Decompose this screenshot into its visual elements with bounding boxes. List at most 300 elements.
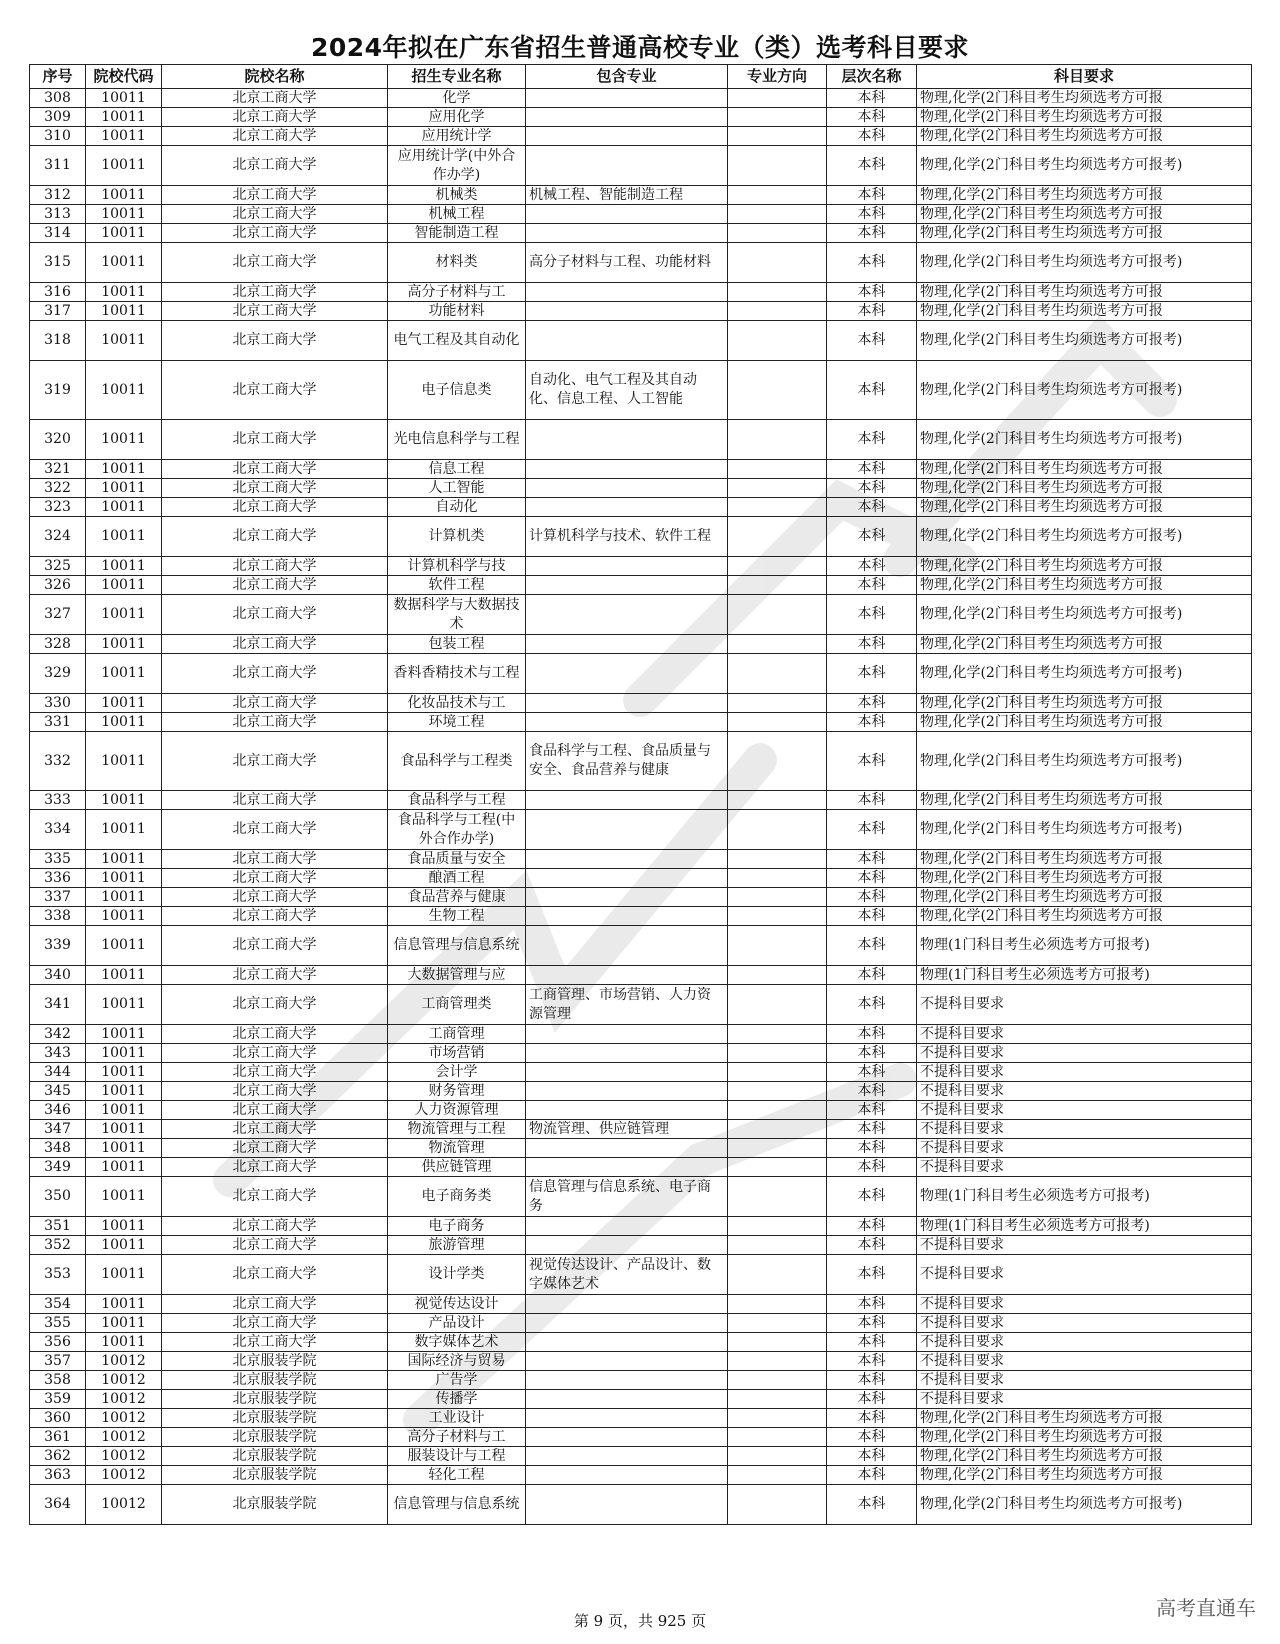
cell-level: 本科 xyxy=(827,1295,917,1314)
cell-included-majors xyxy=(526,694,728,713)
table-row xyxy=(30,654,1252,694)
cell-index: 352 xyxy=(30,1236,86,1255)
cell-major-name: 电子商务类 xyxy=(388,1177,526,1217)
cell-index: 359 xyxy=(30,1390,86,1409)
cell-included-majors: 自动化、电气工程及其自动化、信息工程、人工智能 xyxy=(526,361,728,420)
cell-level: 本科 xyxy=(827,1101,917,1120)
cell-major-name: 自动化 xyxy=(388,498,526,517)
cell-major-name: 会计学 xyxy=(388,1063,526,1082)
cell-major-name: 产品设计 xyxy=(388,1314,526,1333)
cell-index: 321 xyxy=(30,460,86,479)
cell-index: 356 xyxy=(30,1333,86,1352)
cell-school-code: 10011 xyxy=(86,243,162,283)
cell-major-direction xyxy=(728,1485,827,1525)
cell-index: 314 xyxy=(30,224,86,243)
cell-school-code: 10011 xyxy=(86,985,162,1025)
cell-level: 本科 xyxy=(827,888,917,907)
cell-school-name: 北京服装学院 xyxy=(162,1447,388,1466)
cell-school-code: 10011 xyxy=(86,302,162,321)
cell-subject-requirement: 物理,化学(2门科目考生均须选考方可报考) xyxy=(917,810,1252,850)
cell-included-majors xyxy=(526,791,728,810)
cell-included-majors xyxy=(526,89,728,108)
header-subject-requirement: 科目要求 xyxy=(917,65,1252,89)
cell-index: 364 xyxy=(30,1485,86,1525)
table-row xyxy=(30,791,1252,810)
cell-school-name: 北京工商大学 xyxy=(162,224,388,243)
table-header-row xyxy=(30,65,1252,89)
cell-index: 351 xyxy=(30,1217,86,1236)
cell-included-majors xyxy=(526,498,728,517)
cell-major-name: 功能材料 xyxy=(388,302,526,321)
cell-level: 本科 xyxy=(827,1333,917,1352)
cell-level: 本科 xyxy=(827,1314,917,1333)
cell-included-majors xyxy=(526,420,728,460)
cell-included-majors: 信息管理与信息系统、电子商务 xyxy=(526,1177,728,1217)
cell-school-name: 北京工商大学 xyxy=(162,1139,388,1158)
cell-index: 353 xyxy=(30,1255,86,1295)
cell-major-direction xyxy=(728,576,827,595)
table-row xyxy=(30,1044,1252,1063)
cell-included-majors xyxy=(526,127,728,146)
header-included-majors: 包含专业 xyxy=(526,65,728,89)
cell-index: 357 xyxy=(30,1352,86,1371)
table-row xyxy=(30,907,1252,926)
cell-index: 324 xyxy=(30,517,86,557)
cell-major-direction xyxy=(728,1177,827,1217)
cell-included-majors xyxy=(526,635,728,654)
cell-school-name: 北京服装学院 xyxy=(162,1428,388,1447)
cell-school-name: 北京工商大学 xyxy=(162,108,388,127)
cell-level: 本科 xyxy=(827,302,917,321)
cell-major-name: 电子信息类 xyxy=(388,361,526,420)
cell-major-name: 物流管理 xyxy=(388,1139,526,1158)
table-row xyxy=(30,869,1252,888)
cell-included-majors xyxy=(526,108,728,127)
cell-level: 本科 xyxy=(827,1158,917,1177)
cell-index: 330 xyxy=(30,694,86,713)
cell-index: 326 xyxy=(30,576,86,595)
cell-school-name: 北京工商大学 xyxy=(162,498,388,517)
cell-included-majors xyxy=(526,1236,728,1255)
cell-major-direction xyxy=(728,966,827,985)
cell-school-code: 10012 xyxy=(86,1466,162,1485)
table-row xyxy=(30,186,1252,205)
cell-included-majors xyxy=(526,888,728,907)
cell-school-code: 10011 xyxy=(86,1139,162,1158)
cell-included-majors xyxy=(526,1217,728,1236)
cell-index: 332 xyxy=(30,732,86,791)
cell-index: 355 xyxy=(30,1314,86,1333)
cell-subject-requirement: 不提科目要求 xyxy=(917,1390,1252,1409)
cell-school-name: 北京工商大学 xyxy=(162,810,388,850)
cell-included-majors xyxy=(526,1082,728,1101)
cell-index: 317 xyxy=(30,302,86,321)
cell-included-majors xyxy=(526,1428,728,1447)
cell-index: 323 xyxy=(30,498,86,517)
table-row xyxy=(30,1082,1252,1101)
cell-major-direction xyxy=(728,1082,827,1101)
cell-school-code: 10012 xyxy=(86,1447,162,1466)
cell-subject-requirement: 物理,化学(2门科目考生均须选考方可报考) xyxy=(917,654,1252,694)
cell-major-direction xyxy=(728,479,827,498)
cell-level: 本科 xyxy=(827,1428,917,1447)
cell-included-majors xyxy=(526,557,728,576)
table-row xyxy=(30,460,1252,479)
cell-major-direction xyxy=(728,810,827,850)
cell-subject-requirement: 物理,化学(2门科目考生均须选考方可报考) xyxy=(917,243,1252,283)
cell-index: 325 xyxy=(30,557,86,576)
cell-level: 本科 xyxy=(827,810,917,850)
cell-level: 本科 xyxy=(827,1352,917,1371)
cell-major-name: 信息工程 xyxy=(388,460,526,479)
cell-school-code: 10011 xyxy=(86,1217,162,1236)
cell-school-name: 北京工商大学 xyxy=(162,926,388,966)
cell-index: 350 xyxy=(30,1177,86,1217)
cell-subject-requirement: 不提科目要求 xyxy=(917,1314,1252,1333)
cell-subject-requirement: 物理,化学(2门科目考生均须选考方可报 xyxy=(917,460,1252,479)
cell-school-name: 北京工商大学 xyxy=(162,420,388,460)
cell-included-majors xyxy=(526,966,728,985)
cell-subject-requirement: 物理,化学(2门科目考生均须选考方可报 xyxy=(917,498,1252,517)
cell-included-majors xyxy=(526,1447,728,1466)
cell-included-majors xyxy=(526,1352,728,1371)
cell-major-name: 食品质量与安全 xyxy=(388,850,526,869)
cell-subject-requirement: 不提科目要求 xyxy=(917,1044,1252,1063)
table-row xyxy=(30,420,1252,460)
cell-school-code: 10012 xyxy=(86,1390,162,1409)
cell-major-name: 信息管理与信息系统 xyxy=(388,1485,526,1525)
cell-level: 本科 xyxy=(827,850,917,869)
table-row xyxy=(30,1371,1252,1390)
cell-school-name: 北京工商大学 xyxy=(162,1120,388,1139)
cell-major-name: 市场营销 xyxy=(388,1044,526,1063)
cell-school-name: 北京工商大学 xyxy=(162,1063,388,1082)
cell-major-direction xyxy=(728,907,827,926)
cell-school-code: 10011 xyxy=(86,517,162,557)
cell-included-majors: 机械工程、智能制造工程 xyxy=(526,186,728,205)
cell-included-majors xyxy=(526,146,728,186)
cell-index: 347 xyxy=(30,1120,86,1139)
cell-subject-requirement: 物理,化学(2门科目考生均须选考方可报 xyxy=(917,888,1252,907)
cell-index: 319 xyxy=(30,361,86,420)
table-row xyxy=(30,224,1252,243)
cell-major-name: 财务管理 xyxy=(388,1082,526,1101)
cell-subject-requirement: 物理,化学(2门科目考生均须选考方可报考) xyxy=(917,595,1252,635)
cell-subject-requirement: 物理,化学(2门科目考生均须选考方可报考) xyxy=(917,321,1252,361)
cell-level: 本科 xyxy=(827,713,917,732)
cell-level: 本科 xyxy=(827,1371,917,1390)
cell-major-name: 机械类 xyxy=(388,186,526,205)
cell-subject-requirement: 物理(1门科目考生必须选考方可报考) xyxy=(917,926,1252,966)
cell-school-code: 10011 xyxy=(86,907,162,926)
cell-level: 本科 xyxy=(827,1447,917,1466)
cell-level: 本科 xyxy=(827,1044,917,1063)
table-row xyxy=(30,1447,1252,1466)
cell-school-name: 北京工商大学 xyxy=(162,732,388,791)
cell-included-majors: 视觉传达设计、产品设计、数字媒体艺术 xyxy=(526,1255,728,1295)
cell-major-direction xyxy=(728,1139,827,1158)
cell-level: 本科 xyxy=(827,985,917,1025)
cell-major-name: 设计学类 xyxy=(388,1255,526,1295)
cell-major-direction xyxy=(728,635,827,654)
cell-subject-requirement: 物理(1门科目考生必须选考方可报考) xyxy=(917,1177,1252,1217)
cell-major-name: 食品营养与健康 xyxy=(388,888,526,907)
cell-school-name: 北京工商大学 xyxy=(162,635,388,654)
cell-major-direction xyxy=(728,321,827,361)
cell-subject-requirement: 不提科目要求 xyxy=(917,1295,1252,1314)
cell-major-direction xyxy=(728,888,827,907)
cell-school-code: 10011 xyxy=(86,89,162,108)
cell-level: 本科 xyxy=(827,907,917,926)
table-row xyxy=(30,479,1252,498)
table-row xyxy=(30,1139,1252,1158)
cell-index: 358 xyxy=(30,1371,86,1390)
cell-included-majors xyxy=(526,1371,728,1390)
cell-major-direction xyxy=(728,1314,827,1333)
table-body xyxy=(30,89,1252,1525)
cell-subject-requirement: 物理,化学(2门科目考生均须选考方可报考) xyxy=(917,146,1252,186)
cell-index: 343 xyxy=(30,1044,86,1063)
cell-level: 本科 xyxy=(827,517,917,557)
table-row xyxy=(30,1101,1252,1120)
table-row xyxy=(30,1236,1252,1255)
table-row xyxy=(30,1158,1252,1177)
cell-school-code: 10011 xyxy=(86,127,162,146)
subject-requirements-table xyxy=(29,64,1252,1525)
cell-index: 363 xyxy=(30,1466,86,1485)
cell-included-majors xyxy=(526,1466,728,1485)
cell-index: 310 xyxy=(30,127,86,146)
cell-major-direction xyxy=(728,557,827,576)
table-row xyxy=(30,1295,1252,1314)
cell-subject-requirement: 不提科目要求 xyxy=(917,1139,1252,1158)
cell-school-name: 北京工商大学 xyxy=(162,1044,388,1063)
cell-major-direction xyxy=(728,1371,827,1390)
cell-included-majors xyxy=(526,1333,728,1352)
table-row xyxy=(30,498,1252,517)
cell-major-direction xyxy=(728,985,827,1025)
table-row xyxy=(30,205,1252,224)
cell-subject-requirement: 物理,化学(2门科目考生均须选考方可报 xyxy=(917,479,1252,498)
cell-level: 本科 xyxy=(827,1485,917,1525)
cell-level: 本科 xyxy=(827,460,917,479)
cell-major-name: 轻化工程 xyxy=(388,1466,526,1485)
cell-subject-requirement: 物理,化学(2门科目考生均须选考方可报 xyxy=(917,127,1252,146)
cell-index: 340 xyxy=(30,966,86,985)
cell-school-code: 10011 xyxy=(86,1236,162,1255)
cell-level: 本科 xyxy=(827,635,917,654)
cell-included-majors xyxy=(526,321,728,361)
cell-school-name: 北京工商大学 xyxy=(162,361,388,420)
cell-major-direction xyxy=(728,1063,827,1082)
cell-major-direction xyxy=(728,1101,827,1120)
cell-major-direction xyxy=(728,1409,827,1428)
cell-major-name: 传播学 xyxy=(388,1390,526,1409)
cell-subject-requirement: 物理(1门科目考生必须选考方可报考) xyxy=(917,1217,1252,1236)
cell-level: 本科 xyxy=(827,224,917,243)
table-row xyxy=(30,283,1252,302)
table-row xyxy=(30,1466,1252,1485)
cell-subject-requirement: 物理,化学(2门科目考生均须选考方可报 xyxy=(917,1447,1252,1466)
cell-included-majors xyxy=(526,810,728,850)
table-row xyxy=(30,243,1252,283)
table-row xyxy=(30,108,1252,127)
table-row xyxy=(30,1063,1252,1082)
cell-major-name: 工商管理 xyxy=(388,1025,526,1044)
cell-major-name: 食品科学与工程类 xyxy=(388,732,526,791)
cell-major-name: 应用统计学(中外合作办学) xyxy=(388,146,526,186)
table-row xyxy=(30,888,1252,907)
cell-included-majors xyxy=(526,713,728,732)
table-row xyxy=(30,926,1252,966)
cell-school-code: 10012 xyxy=(86,1352,162,1371)
cell-school-name: 北京工商大学 xyxy=(162,966,388,985)
cell-subject-requirement: 不提科目要求 xyxy=(917,1120,1252,1139)
cell-included-majors xyxy=(526,1409,728,1428)
cell-major-name: 计算机类 xyxy=(388,517,526,557)
table-row xyxy=(30,361,1252,420)
table-row xyxy=(30,1352,1252,1371)
cell-major-name: 数据科学与大数据技术 xyxy=(388,595,526,635)
table-row xyxy=(30,810,1252,850)
cell-major-direction xyxy=(728,1447,827,1466)
cell-included-majors xyxy=(526,1390,728,1409)
cell-index: 342 xyxy=(30,1025,86,1044)
cell-major-direction xyxy=(728,1044,827,1063)
cell-included-majors xyxy=(526,1044,728,1063)
cell-school-code: 10011 xyxy=(86,1295,162,1314)
cell-included-majors xyxy=(526,283,728,302)
cell-level: 本科 xyxy=(827,127,917,146)
cell-major-name: 生物工程 xyxy=(388,907,526,926)
cell-level: 本科 xyxy=(827,283,917,302)
cell-school-code: 10011 xyxy=(86,321,162,361)
cell-major-name: 工业设计 xyxy=(388,1409,526,1428)
cell-index: 316 xyxy=(30,283,86,302)
cell-level: 本科 xyxy=(827,966,917,985)
cell-level: 本科 xyxy=(827,321,917,361)
cell-major-name: 大数据管理与应 xyxy=(388,966,526,985)
cell-school-name: 北京服装学院 xyxy=(162,1352,388,1371)
cell-index: 344 xyxy=(30,1063,86,1082)
cell-school-name: 北京工商大学 xyxy=(162,1255,388,1295)
table-row xyxy=(30,127,1252,146)
cell-school-name: 北京工商大学 xyxy=(162,576,388,595)
cell-school-name: 北京工商大学 xyxy=(162,1314,388,1333)
cell-school-name: 北京工商大学 xyxy=(162,186,388,205)
cell-index: 345 xyxy=(30,1082,86,1101)
cell-major-name: 工商管理类 xyxy=(388,985,526,1025)
table-row xyxy=(30,1177,1252,1217)
table-row xyxy=(30,966,1252,985)
table-row xyxy=(30,1428,1252,1447)
table-row xyxy=(30,1025,1252,1044)
cell-index: 360 xyxy=(30,1409,86,1428)
cell-subject-requirement: 不提科目要求 xyxy=(917,1236,1252,1255)
cell-subject-requirement: 物理,化学(2门科目考生均须选考方可报 xyxy=(917,850,1252,869)
cell-major-name: 视觉传达设计 xyxy=(388,1295,526,1314)
cell-school-name: 北京工商大学 xyxy=(162,321,388,361)
cell-school-code: 10011 xyxy=(86,186,162,205)
cell-subject-requirement: 物理,化学(2门科目考生均须选考方可报 xyxy=(917,791,1252,810)
cell-school-name: 北京工商大学 xyxy=(162,869,388,888)
cell-major-name: 酿酒工程 xyxy=(388,869,526,888)
cell-major-name: 软件工程 xyxy=(388,576,526,595)
cell-school-code: 10011 xyxy=(86,1044,162,1063)
cell-major-direction xyxy=(728,108,827,127)
cell-school-name: 北京工商大学 xyxy=(162,694,388,713)
cell-index: 331 xyxy=(30,713,86,732)
cell-level: 本科 xyxy=(827,1082,917,1101)
cell-school-name: 北京工商大学 xyxy=(162,1217,388,1236)
cell-included-majors: 高分子材料与工程、功能材料 xyxy=(526,243,728,283)
cell-included-majors: 计算机科学与技术、软件工程 xyxy=(526,517,728,557)
table-row xyxy=(30,694,1252,713)
cell-level: 本科 xyxy=(827,108,917,127)
table-row xyxy=(30,850,1252,869)
cell-school-name: 北京工商大学 xyxy=(162,1295,388,1314)
cell-major-direction xyxy=(728,1255,827,1295)
cell-major-direction xyxy=(728,869,827,888)
cell-school-code: 10011 xyxy=(86,224,162,243)
cell-level: 本科 xyxy=(827,732,917,791)
cell-major-direction xyxy=(728,1390,827,1409)
cell-subject-requirement: 物理,化学(2门科目考生均须选考方可报 xyxy=(917,1409,1252,1428)
cell-subject-requirement: 物理,化学(2门科目考生均须选考方可报 xyxy=(917,869,1252,888)
cell-school-code: 10011 xyxy=(86,1158,162,1177)
cell-major-name: 包装工程 xyxy=(388,635,526,654)
cell-school-name: 北京工商大学 xyxy=(162,850,388,869)
cell-index: 328 xyxy=(30,635,86,654)
cell-level: 本科 xyxy=(827,654,917,694)
cell-included-majors xyxy=(526,1063,728,1082)
cell-school-code: 10011 xyxy=(86,420,162,460)
cell-major-direction xyxy=(728,791,827,810)
cell-school-name: 北京工商大学 xyxy=(162,517,388,557)
cell-index: 349 xyxy=(30,1158,86,1177)
cell-major-name: 食品科学与工程(中外合作办学) xyxy=(388,810,526,850)
cell-subject-requirement: 物理,化学(2门科目考生均须选考方可报 xyxy=(917,89,1252,108)
cell-school-name: 北京工商大学 xyxy=(162,1333,388,1352)
cell-school-code: 10011 xyxy=(86,460,162,479)
cell-school-code: 10011 xyxy=(86,1255,162,1295)
cell-school-code: 10011 xyxy=(86,791,162,810)
cell-school-name: 北京工商大学 xyxy=(162,595,388,635)
table-row xyxy=(30,557,1252,576)
cell-school-name: 北京工商大学 xyxy=(162,1236,388,1255)
cell-major-name: 机械工程 xyxy=(388,205,526,224)
cell-level: 本科 xyxy=(827,361,917,420)
table-row xyxy=(30,89,1252,108)
cell-index: 309 xyxy=(30,108,86,127)
cell-level: 本科 xyxy=(827,1063,917,1082)
cell-level: 本科 xyxy=(827,186,917,205)
cell-included-majors xyxy=(526,460,728,479)
cell-subject-requirement: 不提科目要求 xyxy=(917,1255,1252,1295)
cell-index: 348 xyxy=(30,1139,86,1158)
cell-major-direction xyxy=(728,89,827,108)
cell-major-direction xyxy=(728,302,827,321)
cell-major-name: 应用化学 xyxy=(388,108,526,127)
cell-major-direction xyxy=(728,243,827,283)
cell-major-direction xyxy=(728,186,827,205)
cell-index: 308 xyxy=(30,89,86,108)
table-row xyxy=(30,146,1252,186)
cell-included-majors: 工商管理、市场营销、人力资源管理 xyxy=(526,985,728,1025)
cell-school-name: 北京工商大学 xyxy=(162,146,388,186)
table-row xyxy=(30,1485,1252,1525)
cell-major-direction xyxy=(728,1158,827,1177)
